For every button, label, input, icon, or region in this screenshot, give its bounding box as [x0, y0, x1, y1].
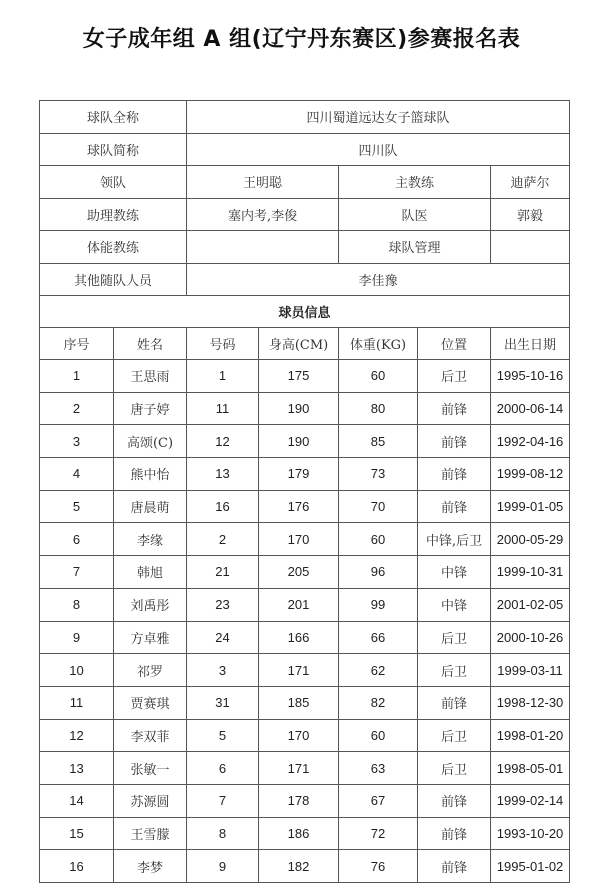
other-staff-label: 其他随队人员	[40, 263, 187, 296]
col-birthdate-cell: 1992-04-16	[491, 425, 570, 458]
col-weight-cell: 85	[339, 425, 418, 458]
col-height-cell: 190	[259, 392, 339, 425]
player-row	[40, 523, 570, 556]
col-birthdate-cell: 1995-01-02	[491, 850, 570, 883]
col-position-cell: 前锋	[418, 392, 491, 425]
player-row	[40, 850, 570, 883]
team-short-name-value: 四川队	[187, 133, 570, 166]
leader-label: 领队	[40, 166, 187, 199]
col-birthdate-cell: 1993-10-20	[491, 817, 570, 850]
player-row	[40, 686, 570, 719]
assistant-coach-row	[40, 198, 570, 231]
col-position-cell: 后卫	[418, 752, 491, 785]
col-number-cell: 13	[187, 458, 259, 491]
col-name-cell: 苏源圆	[114, 784, 187, 817]
player-row	[40, 752, 570, 785]
col-number-cell: 5	[187, 719, 259, 752]
col-number-cell: 16	[187, 490, 259, 523]
col-weight-header: 体重(KG)	[339, 328, 418, 360]
col-position-cell: 前锋	[418, 490, 491, 523]
col-birthdate-cell: 2000-05-29	[491, 523, 570, 556]
col-name-cell: 王思雨	[114, 360, 187, 393]
col-number-cell: 31	[187, 686, 259, 719]
col-name-cell: 张敏一	[114, 752, 187, 785]
col-seq-cell: 16	[40, 850, 114, 883]
player-row	[40, 654, 570, 687]
player-table-header	[40, 328, 570, 360]
col-birthdate-cell: 1999-10-31	[491, 556, 570, 589]
col-seq-cell: 7	[40, 556, 114, 589]
player-row	[40, 490, 570, 523]
col-name-cell: 刘禹彤	[114, 588, 187, 621]
col-name-cell: 王雪朦	[114, 817, 187, 850]
col-height-cell: 176	[259, 490, 339, 523]
col-number-cell: 12	[187, 425, 259, 458]
col-position-cell: 前锋	[418, 686, 491, 719]
col-weight-cell: 60	[339, 523, 418, 556]
col-seq-cell: 12	[40, 719, 114, 752]
col-position-cell: 后卫	[418, 621, 491, 654]
col-seq-cell: 4	[40, 458, 114, 491]
player-row	[40, 784, 570, 817]
col-height-cell: 166	[259, 621, 339, 654]
col-weight-cell: 63	[339, 752, 418, 785]
head-coach-value: 迪萨尔	[491, 166, 570, 199]
col-number-cell: 2	[187, 523, 259, 556]
player-row	[40, 360, 570, 393]
col-position-cell: 前锋	[418, 850, 491, 883]
col-name-cell: 唐晨萌	[114, 490, 187, 523]
col-birthdate-cell: 1998-05-01	[491, 752, 570, 785]
col-weight-cell: 72	[339, 817, 418, 850]
player-row	[40, 392, 570, 425]
col-number-cell: 6	[187, 752, 259, 785]
team-manager-label: 球队管理	[339, 231, 491, 264]
player-row	[40, 458, 570, 491]
col-weight-cell: 60	[339, 719, 418, 752]
col-weight-cell: 80	[339, 392, 418, 425]
col-position-cell: 后卫	[418, 360, 491, 393]
col-position-cell: 前锋	[418, 425, 491, 458]
col-weight-cell: 60	[339, 360, 418, 393]
player-row	[40, 588, 570, 621]
registration-table	[39, 100, 570, 883]
col-height-cell: 205	[259, 556, 339, 589]
col-birthdate-cell: 2000-06-14	[491, 392, 570, 425]
col-number-cell: 11	[187, 392, 259, 425]
col-weight-cell: 76	[339, 850, 418, 883]
team-short-name-label: 球队简称	[40, 133, 187, 166]
col-weight-cell: 99	[339, 588, 418, 621]
col-name-header: 姓名	[114, 328, 187, 360]
col-seq-cell: 14	[40, 784, 114, 817]
col-height-cell: 171	[259, 654, 339, 687]
col-number-cell: 9	[187, 850, 259, 883]
col-position-cell: 后卫	[418, 654, 491, 687]
col-name-cell: 李梦	[114, 850, 187, 883]
col-birthdate-header: 出生日期	[491, 328, 570, 360]
col-weight-cell: 70	[339, 490, 418, 523]
col-name-cell: 唐子婷	[114, 392, 187, 425]
col-birthdate-cell: 1999-08-12	[491, 458, 570, 491]
col-height-cell: 186	[259, 817, 339, 850]
col-height-cell: 185	[259, 686, 339, 719]
player-row	[40, 817, 570, 850]
col-height-cell: 179	[259, 458, 339, 491]
col-position-cell: 前锋	[418, 458, 491, 491]
col-seq-cell: 5	[40, 490, 114, 523]
col-position-cell: 前锋	[418, 784, 491, 817]
col-name-cell: 韩旭	[114, 556, 187, 589]
col-height-cell: 182	[259, 850, 339, 883]
col-birthdate-cell: 1999-02-14	[491, 784, 570, 817]
col-birthdate-cell: 1995-10-16	[491, 360, 570, 393]
col-position-cell: 后卫	[418, 719, 491, 752]
col-seq-header: 序号	[40, 328, 114, 360]
col-name-cell: 李缘	[114, 523, 187, 556]
doctor-value: 郭毅	[491, 198, 570, 231]
col-seq-cell: 11	[40, 686, 114, 719]
col-number-cell: 24	[187, 621, 259, 654]
col-number-cell: 8	[187, 817, 259, 850]
col-number-cell: 21	[187, 556, 259, 589]
col-height-cell: 175	[259, 360, 339, 393]
col-weight-cell: 73	[339, 458, 418, 491]
col-number-cell: 1	[187, 360, 259, 393]
col-weight-cell: 66	[339, 621, 418, 654]
col-seq-cell: 3	[40, 425, 114, 458]
col-seq-cell: 1	[40, 360, 114, 393]
team-full-name-row	[40, 101, 570, 134]
leader-value: 王明聪	[187, 166, 339, 199]
col-seq-cell: 15	[40, 817, 114, 850]
col-weight-cell: 67	[339, 784, 418, 817]
player-row	[40, 425, 570, 458]
player-row	[40, 556, 570, 589]
leader-row	[40, 166, 570, 199]
assistant-coach-value: 塞内考,李俊	[187, 198, 339, 231]
head-coach-label: 主教练	[339, 166, 491, 199]
col-number-cell: 3	[187, 654, 259, 687]
assistant-coach-label: 助理教练	[40, 198, 187, 231]
player-row	[40, 621, 570, 654]
col-position-header: 位置	[418, 328, 491, 360]
col-name-cell: 高颂(C)	[114, 425, 187, 458]
col-height-cell: 178	[259, 784, 339, 817]
col-height-cell: 171	[259, 752, 339, 785]
doctor-label: 队医	[339, 198, 491, 231]
col-seq-cell: 8	[40, 588, 114, 621]
fitness-coach-label: 体能教练	[40, 231, 187, 264]
col-height-cell: 170	[259, 523, 339, 556]
col-position-cell: 中锋,后卫	[418, 523, 491, 556]
player-row	[40, 719, 570, 752]
col-seq-cell: 6	[40, 523, 114, 556]
col-birthdate-cell: 1998-12-30	[491, 686, 570, 719]
col-name-cell: 熊中怡	[114, 458, 187, 491]
col-seq-cell: 9	[40, 621, 114, 654]
page-title: 女子成年组 A 组(辽宁丹东赛区)参赛报名表	[82, 27, 521, 52]
col-weight-cell: 82	[339, 686, 418, 719]
col-height-cell: 201	[259, 588, 339, 621]
other-staff-row	[40, 263, 570, 296]
col-name-cell: 李双菲	[114, 719, 187, 752]
col-position-cell: 中锋	[418, 588, 491, 621]
team-manager-value	[491, 231, 570, 264]
fitness-coach-value	[187, 231, 339, 264]
players-section-header	[40, 296, 570, 328]
col-seq-cell: 10	[40, 654, 114, 687]
col-height-cell: 190	[259, 425, 339, 458]
col-name-cell: 祁罗	[114, 654, 187, 687]
col-birthdate-cell: 1999-01-05	[491, 490, 570, 523]
col-birthdate-cell: 1999-03-11	[491, 654, 570, 687]
players-section-title: 球员信息	[40, 296, 570, 328]
col-birthdate-cell: 1998-01-20	[491, 719, 570, 752]
col-height-cell: 170	[259, 719, 339, 752]
team-full-name-value: 四川蜀道远达女子篮球队	[187, 101, 570, 134]
col-name-cell: 贾赛琪	[114, 686, 187, 719]
team-full-name-label: 球队全称	[40, 101, 187, 134]
col-number-header: 号码	[187, 328, 259, 360]
col-weight-cell: 62	[339, 654, 418, 687]
col-birthdate-cell: 2000-10-26	[491, 621, 570, 654]
col-birthdate-cell: 2001-02-05	[491, 588, 570, 621]
col-weight-cell: 96	[339, 556, 418, 589]
fitness-coach-row	[40, 231, 570, 264]
col-number-cell: 7	[187, 784, 259, 817]
col-seq-cell: 13	[40, 752, 114, 785]
col-height-header: 身高(CM)	[259, 328, 339, 360]
col-seq-cell: 2	[40, 392, 114, 425]
col-name-cell: 方卓雅	[114, 621, 187, 654]
other-staff-value: 李佳豫	[187, 263, 570, 296]
col-position-cell: 中锋	[418, 556, 491, 589]
player-rows	[40, 360, 570, 883]
col-position-cell: 前锋	[418, 817, 491, 850]
team-short-name-row	[40, 133, 570, 166]
col-number-cell: 23	[187, 588, 259, 621]
